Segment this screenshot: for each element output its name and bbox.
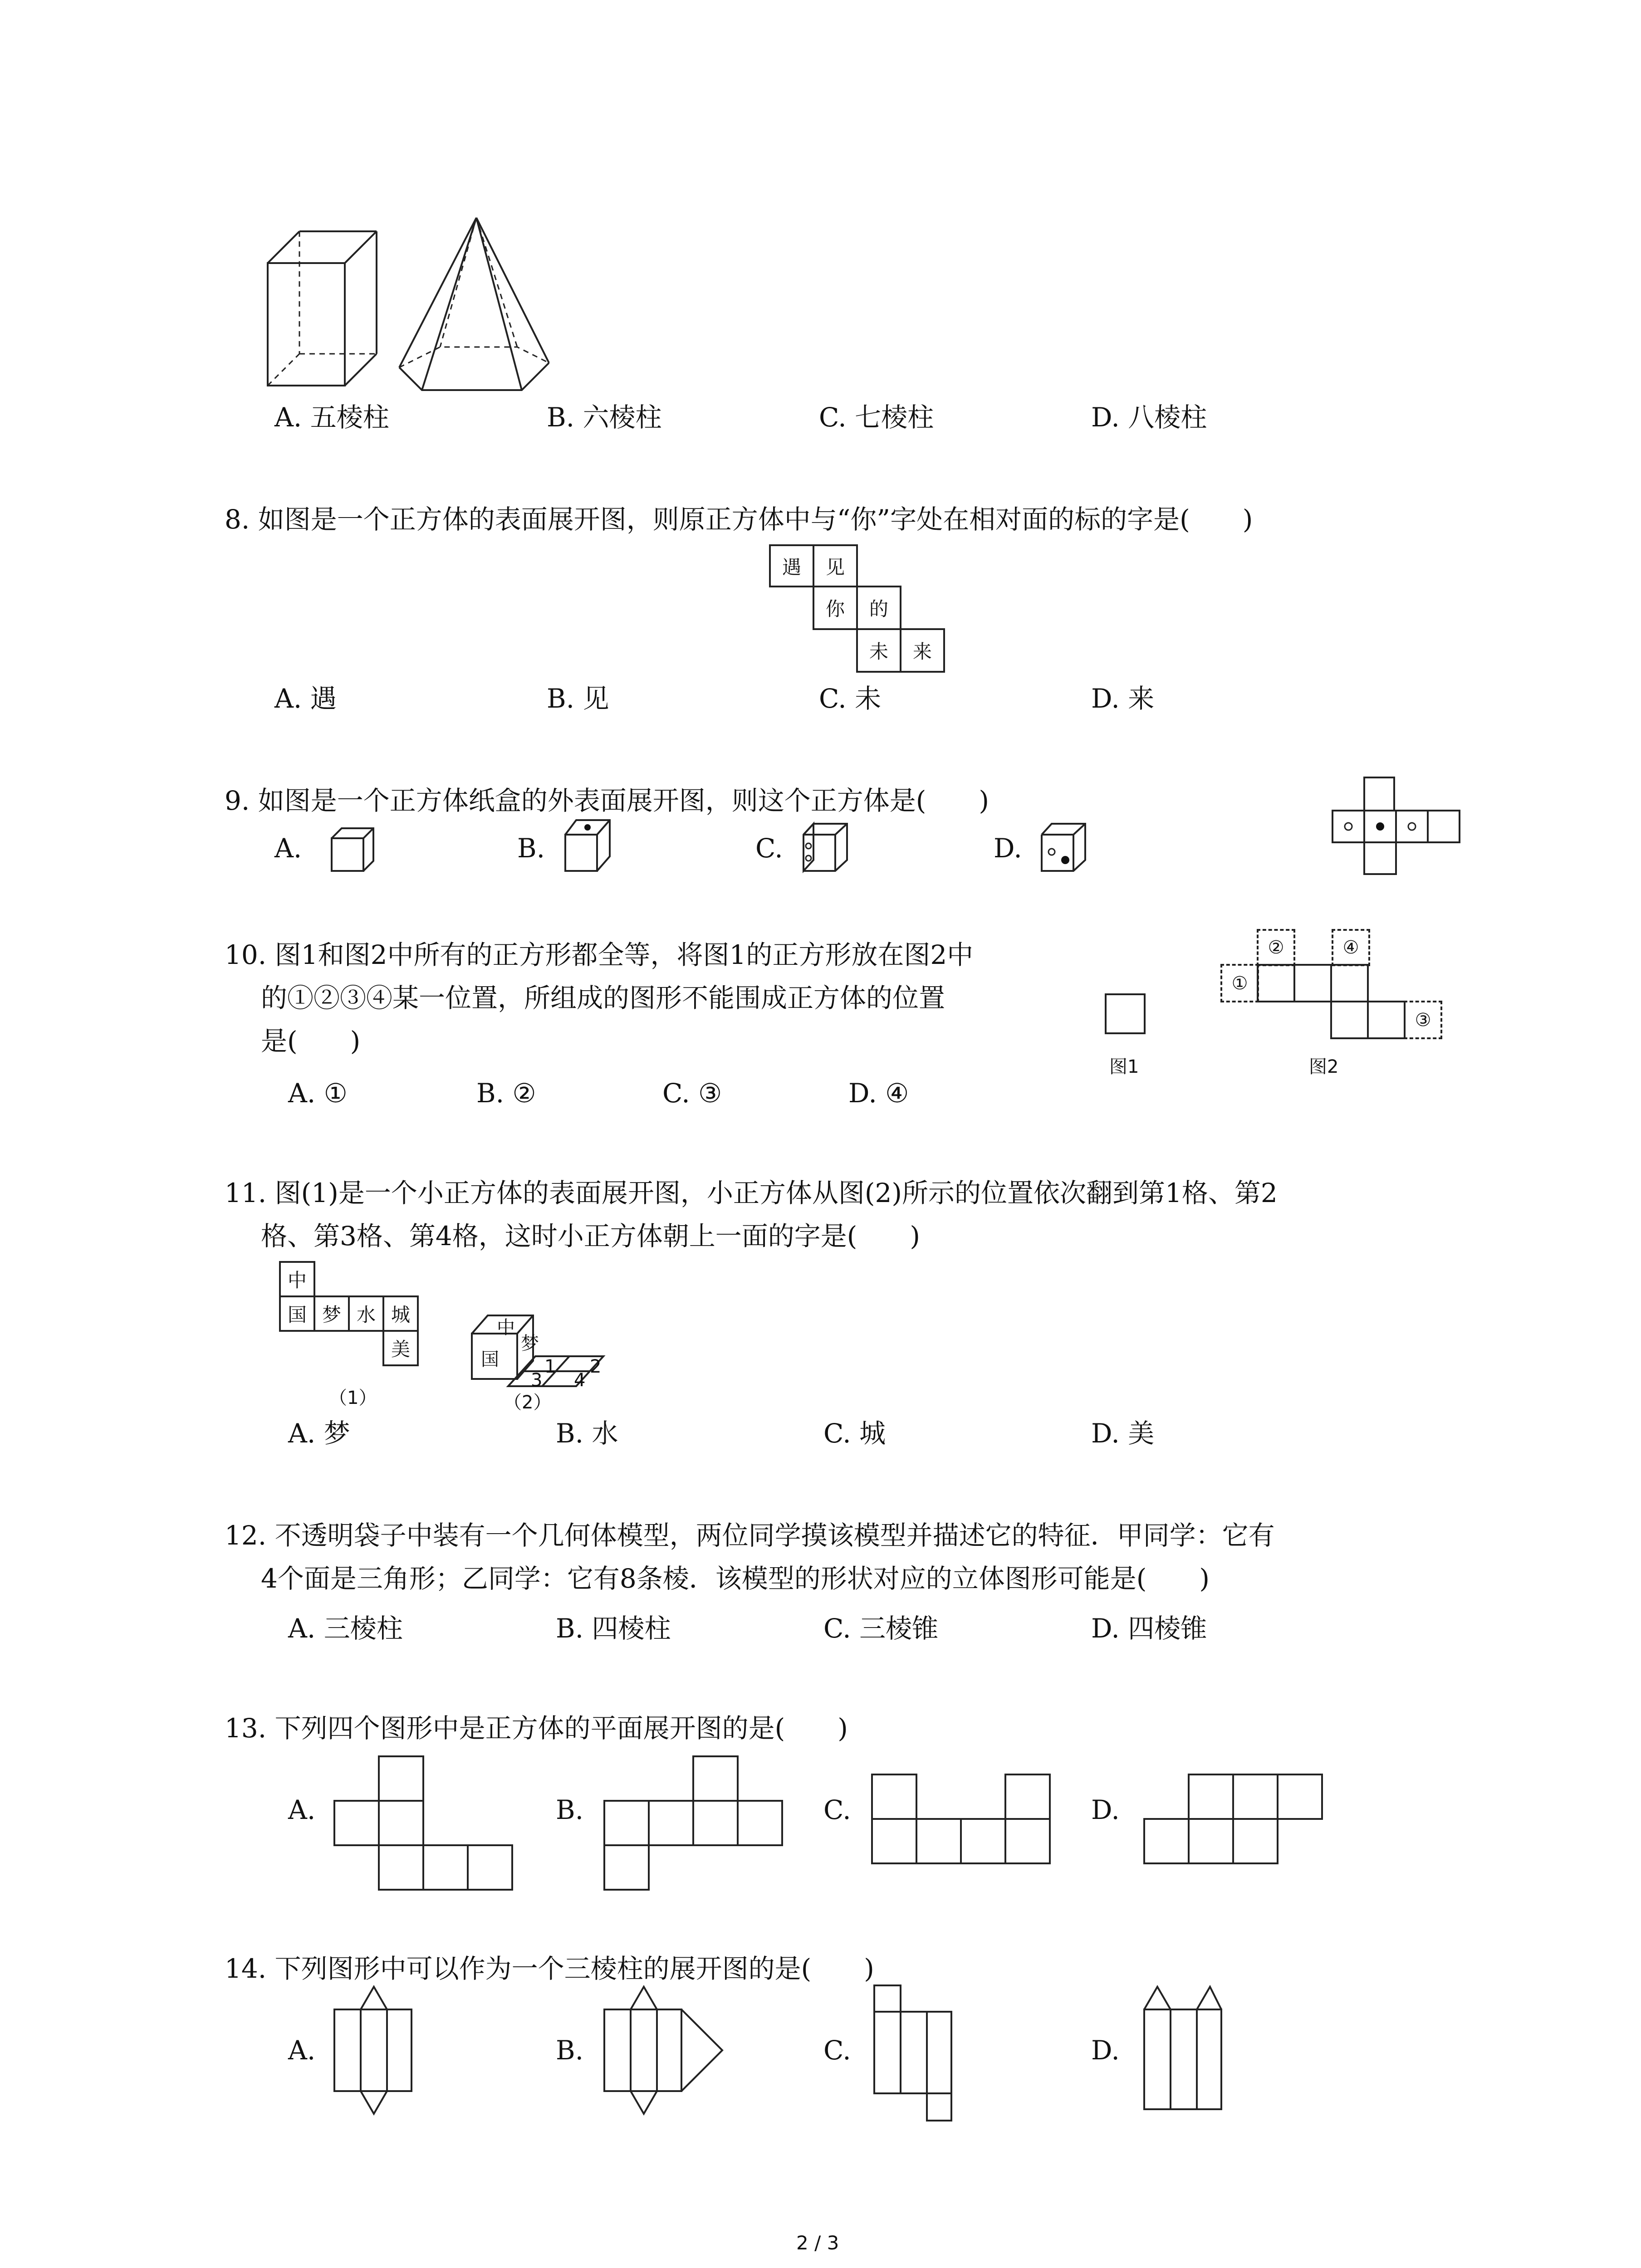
q13-option-c[interactable]: C. <box>823 1794 851 1825</box>
q7-option-d[interactable]: D. 八棱柱 <box>1091 402 1207 433</box>
q10-option-a[interactable]: A. ① <box>288 1078 348 1109</box>
q13-question: 13. 下列四个图形中是正方体的平面展开图的是( ) <box>225 1713 848 1744</box>
q11-net-cell: 国 <box>279 1295 315 1332</box>
q12-option-d[interactable]: D. 四棱锥 <box>1091 1613 1207 1644</box>
q10-option-d[interactable]: D. ④ <box>848 1078 909 1109</box>
page-number: 2 / 3 <box>796 2232 839 2254</box>
q11-net-cell: 美 <box>382 1330 419 1366</box>
q8-net-cell: 你 <box>813 586 858 630</box>
q8-question: 8. 如图是一个正方体的表面展开图，则原正方体中与“你”字处在相对面的标的字是( ) <box>225 504 1253 535</box>
q9-net-cell <box>1363 777 1395 811</box>
q11-net-cell: 梦 <box>314 1295 350 1332</box>
q8-net-cell: 来 <box>900 628 945 673</box>
q10-fig2-square <box>1367 1001 1406 1039</box>
q12-option-c[interactable]: C. 三棱锥 <box>823 1613 939 1644</box>
q10-option-b[interactable]: B. ② <box>476 1078 536 1109</box>
q8-net-cell: 未 <box>856 628 901 673</box>
q14-net-d <box>1143 1982 1225 2118</box>
q10-fig2-square <box>1257 964 1295 1002</box>
q14-net-a <box>333 1982 415 2118</box>
q11-question-line1: 11. 图(1)是一个小正方体的表面展开图，小正方体从图(2)所示的位置依次翻到第1格、第2 <box>225 1178 1278 1208</box>
q11-cube-top: 中 <box>497 1317 515 1338</box>
q8-net-cell: 的 <box>856 586 901 630</box>
q10-fig2-mark-2: ② <box>1257 929 1295 966</box>
q14-question: 14. 下列图形中可以作为一个三棱柱的展开图的是( ) <box>225 1953 874 1984</box>
q9-cube-b-icon <box>563 816 612 875</box>
q13-net-a <box>333 1755 515 1892</box>
q9-option-c[interactable]: C. <box>755 833 783 864</box>
q13-option-b[interactable]: B. <box>556 1794 584 1825</box>
q13-net-b <box>603 1755 785 1892</box>
q8-net-cell: 遇 <box>769 544 814 587</box>
q9-option-d[interactable]: D. <box>994 833 1022 864</box>
q10-question-line2: 的①②③④某一位置，所组成的图形不能围成正方体的位置 <box>261 982 945 1013</box>
q11-cube-front: 国 <box>481 1349 499 1370</box>
q9-cube-a-icon <box>329 826 374 875</box>
pentagonal-pyramid-figure <box>395 213 558 395</box>
q8-option-a[interactable]: A. 遇 <box>274 683 337 714</box>
q9-cube-c-icon <box>801 821 851 875</box>
q11-grid-4: 4 <box>574 1370 586 1391</box>
q11-fig1-caption: （1） <box>329 1388 377 1408</box>
q14-net-c <box>873 1984 955 2125</box>
q14-option-d[interactable]: D. <box>1091 2035 1120 2066</box>
q11-net-cell: 水 <box>348 1295 384 1332</box>
q11-net-cell: 城 <box>382 1295 419 1332</box>
q13-net-c <box>871 1774 1057 1869</box>
q14-option-a[interactable]: A. <box>288 2035 316 2066</box>
q10-fig2-square <box>1330 964 1369 1002</box>
q9-question: 9. 如图是一个正方体纸盒的外表面展开图，则这个正方体是( ) <box>225 785 989 816</box>
q13-option-d[interactable]: D. <box>1091 1794 1120 1825</box>
q10-fig2-mark-3: ③ <box>1404 1001 1442 1039</box>
q13-option-a[interactable]: A. <box>288 1794 316 1825</box>
q12-option-a[interactable]: A. 三棱柱 <box>288 1613 403 1644</box>
q10-fig2-mark-1: ① <box>1220 964 1259 1002</box>
q9-cube-d-icon <box>1039 821 1089 875</box>
q14-option-c[interactable]: C. <box>823 2035 851 2066</box>
q11-net-cell: 中 <box>279 1261 315 1297</box>
q9-option-a[interactable]: A. <box>274 833 302 864</box>
q11-grid-3: 3 <box>531 1370 543 1391</box>
q10-fig2-square <box>1293 964 1332 1002</box>
q14-net-b <box>603 1982 730 2118</box>
q11-option-c[interactable]: C. 城 <box>823 1418 886 1449</box>
q11-question-line2: 格、第3格、第4格，这时小正方体朝上一面的字是( ) <box>261 1221 921 1251</box>
q11-option-a[interactable]: A. 梦 <box>288 1418 350 1449</box>
q10-fig2-mark-4: ④ <box>1332 929 1370 966</box>
q7-option-b[interactable]: B. 六棱柱 <box>547 402 662 433</box>
rectangular-prism-figure <box>263 218 381 390</box>
q13-net-d <box>1143 1774 1329 1869</box>
q11-cube-side: 梦 <box>521 1333 539 1354</box>
q10-fig2-caption: 图2 <box>1309 1056 1339 1077</box>
q7-option-c[interactable]: C. 七棱柱 <box>819 402 934 433</box>
q8-option-d[interactable]: D. 来 <box>1091 683 1155 714</box>
q10-question-line1: 10. 图1和图2中所有的正方形都全等，将图1的正方形放在图2中 <box>225 939 974 970</box>
q10-option-c[interactable]: C. ③ <box>662 1078 722 1109</box>
q9-net-cell <box>1363 841 1397 875</box>
q9-option-b[interactable]: B. <box>517 833 545 864</box>
q14-option-b[interactable]: B. <box>556 2035 584 2066</box>
q11-grid-1: 1 <box>544 1356 556 1377</box>
q10-question-line3: 是( ) <box>261 1026 361 1056</box>
q8-option-c[interactable]: C. 未 <box>819 683 882 714</box>
q9-net-marks <box>1332 810 1463 843</box>
q10-fig1-square <box>1105 993 1146 1034</box>
q11-option-d[interactable]: D. 美 <box>1091 1418 1155 1449</box>
q11-grid-2: 2 <box>590 1356 602 1377</box>
q12-option-b[interactable]: B. 四棱柱 <box>556 1613 671 1644</box>
q8-net-cell: 见 <box>813 544 858 587</box>
q12-question-line2: 4个面是三角形；乙同学：它有8条棱．该模型的形状对应的立体图形可能是( ) <box>261 1563 1210 1594</box>
q8-option-b[interactable]: B. 见 <box>547 683 609 714</box>
q10-fig2-square <box>1330 1001 1369 1039</box>
q11-option-b[interactable]: B. 水 <box>556 1418 618 1449</box>
q12-question-line1: 12. 不透明袋子中装有一个几何体模型，两位同学摸该模型并描述它的特征．甲同学：它有 <box>225 1520 1275 1551</box>
q11-fig2-caption: （2） <box>504 1392 552 1413</box>
q10-fig1-caption: 图1 <box>1109 1056 1139 1077</box>
q7-option-a[interactable]: A. 五棱柱 <box>274 402 389 433</box>
